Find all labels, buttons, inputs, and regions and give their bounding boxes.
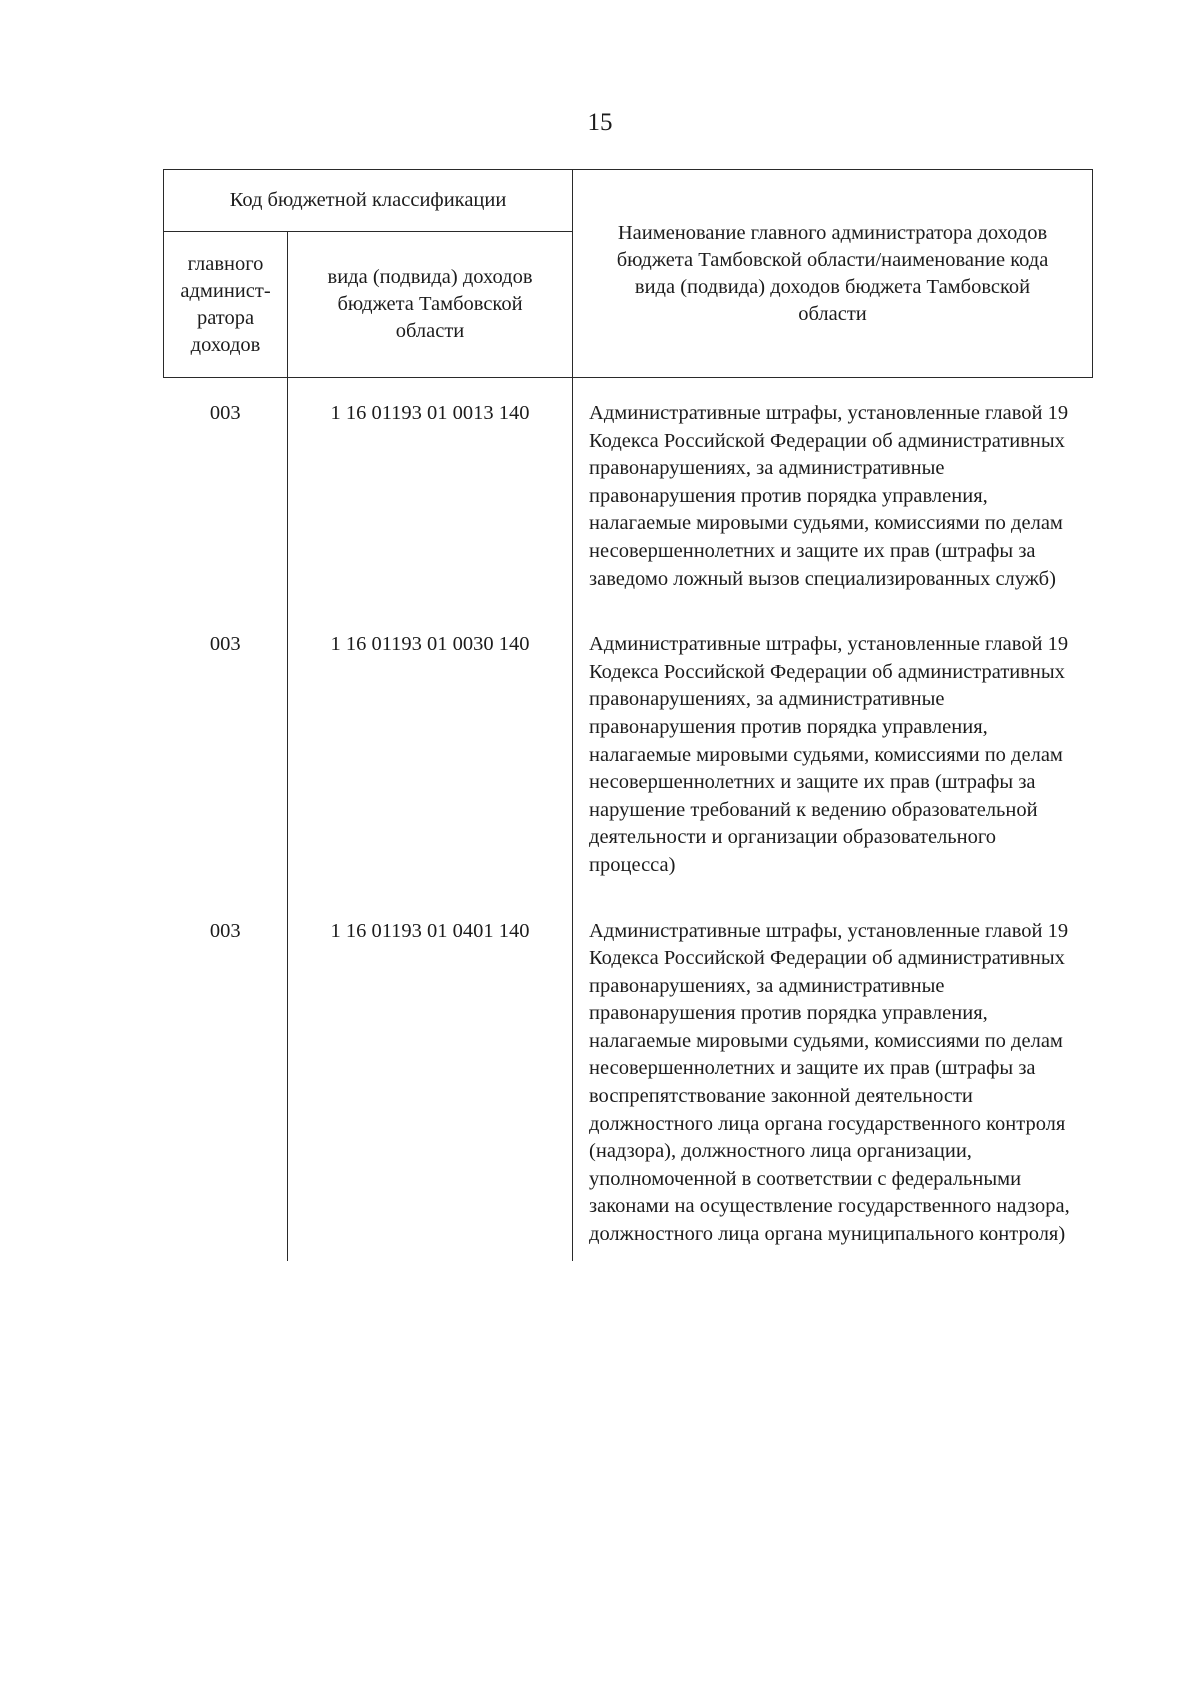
header-kbk-group: Код бюджетной классификации — [164, 170, 573, 232]
revenue-name: Административные штрафы, установленные главой 19 Кодекса Российской Федерации об административных правонарушениях, за административные правонарушения против порядка управления, налагаемые мировыми судьями, комиссиями по делам несовершеннолетних и защите их прав (штрафы за нарушение требований к ведению образовательной деятельности и организации образовательного процесса) — [589, 633, 1069, 876]
table — [163, 169, 1093, 1261]
header-admin-column — [164, 232, 288, 378]
name-cell — [573, 378, 1093, 594]
header-admin-text: главного админист-ратора доходов — [180, 252, 271, 356]
kbk-code: 1 16 01193 01 0401 140 — [330, 919, 530, 942]
admin-code-cell — [164, 593, 288, 879]
revenue-name: Административные штрафы, установленные главой 19 Кодекса Российской Федерации об административных правонарушениях, за административные правонарушения против порядка управления, налагаемые мировыми судьями, комиссиями по делам несовершеннолетних и защите их прав (штрафы за воспрепятствование законной деятельности должностного лица органа государственного контроля (надзора), должностного лица организации, уполномоченной в соответствии с федеральными законами на осуществление государственного надзора, должностного лица органа муниципального контроля) — [589, 919, 1070, 1246]
revenue-name: Административные штрафы, установленные главой 19 Кодекса Российской Федерации об административных правонарушениях, за административные правонарушения против порядка управления, налагаемые мировыми судьями, комиссиями по делам несовершеннолетних и защите их прав (штрафы за заведомо ложный вызов специализированных служб) — [589, 402, 1069, 590]
header-kbk-text: вида (подвида) доходов бюджета Тамбовской области — [327, 266, 533, 342]
header-name-text: Наименование главного администратора доходов бюджета Тамбовской области/наименование кода вида (подвида) доходов бюджета Тамбовской области — [616, 221, 1049, 325]
header-name-column — [573, 170, 1093, 378]
page-number: 15 — [587, 109, 613, 136]
admin-code-cell — [164, 378, 288, 594]
kbk-code-cell — [288, 880, 573, 1261]
kbk-code-cell — [288, 593, 573, 879]
revenue-classification-table — [163, 169, 1092, 1261]
admin-code: 003 — [209, 402, 241, 424]
table-row — [164, 378, 1093, 594]
name-cell — [573, 880, 1093, 1261]
admin-code-cell — [164, 880, 288, 1261]
kbk-code-cell — [288, 378, 573, 594]
kbk-code: 1 16 01193 01 0030 140 — [330, 633, 530, 656]
table-row — [164, 593, 1093, 879]
name-cell — [573, 593, 1093, 879]
admin-code: 003 — [209, 633, 241, 656]
admin-code: 003 — [209, 919, 241, 942]
kbk-code: 1 16 01193 01 0013 140 — [330, 402, 530, 424]
header-kbk-column — [288, 232, 573, 378]
table-row — [164, 880, 1093, 1261]
